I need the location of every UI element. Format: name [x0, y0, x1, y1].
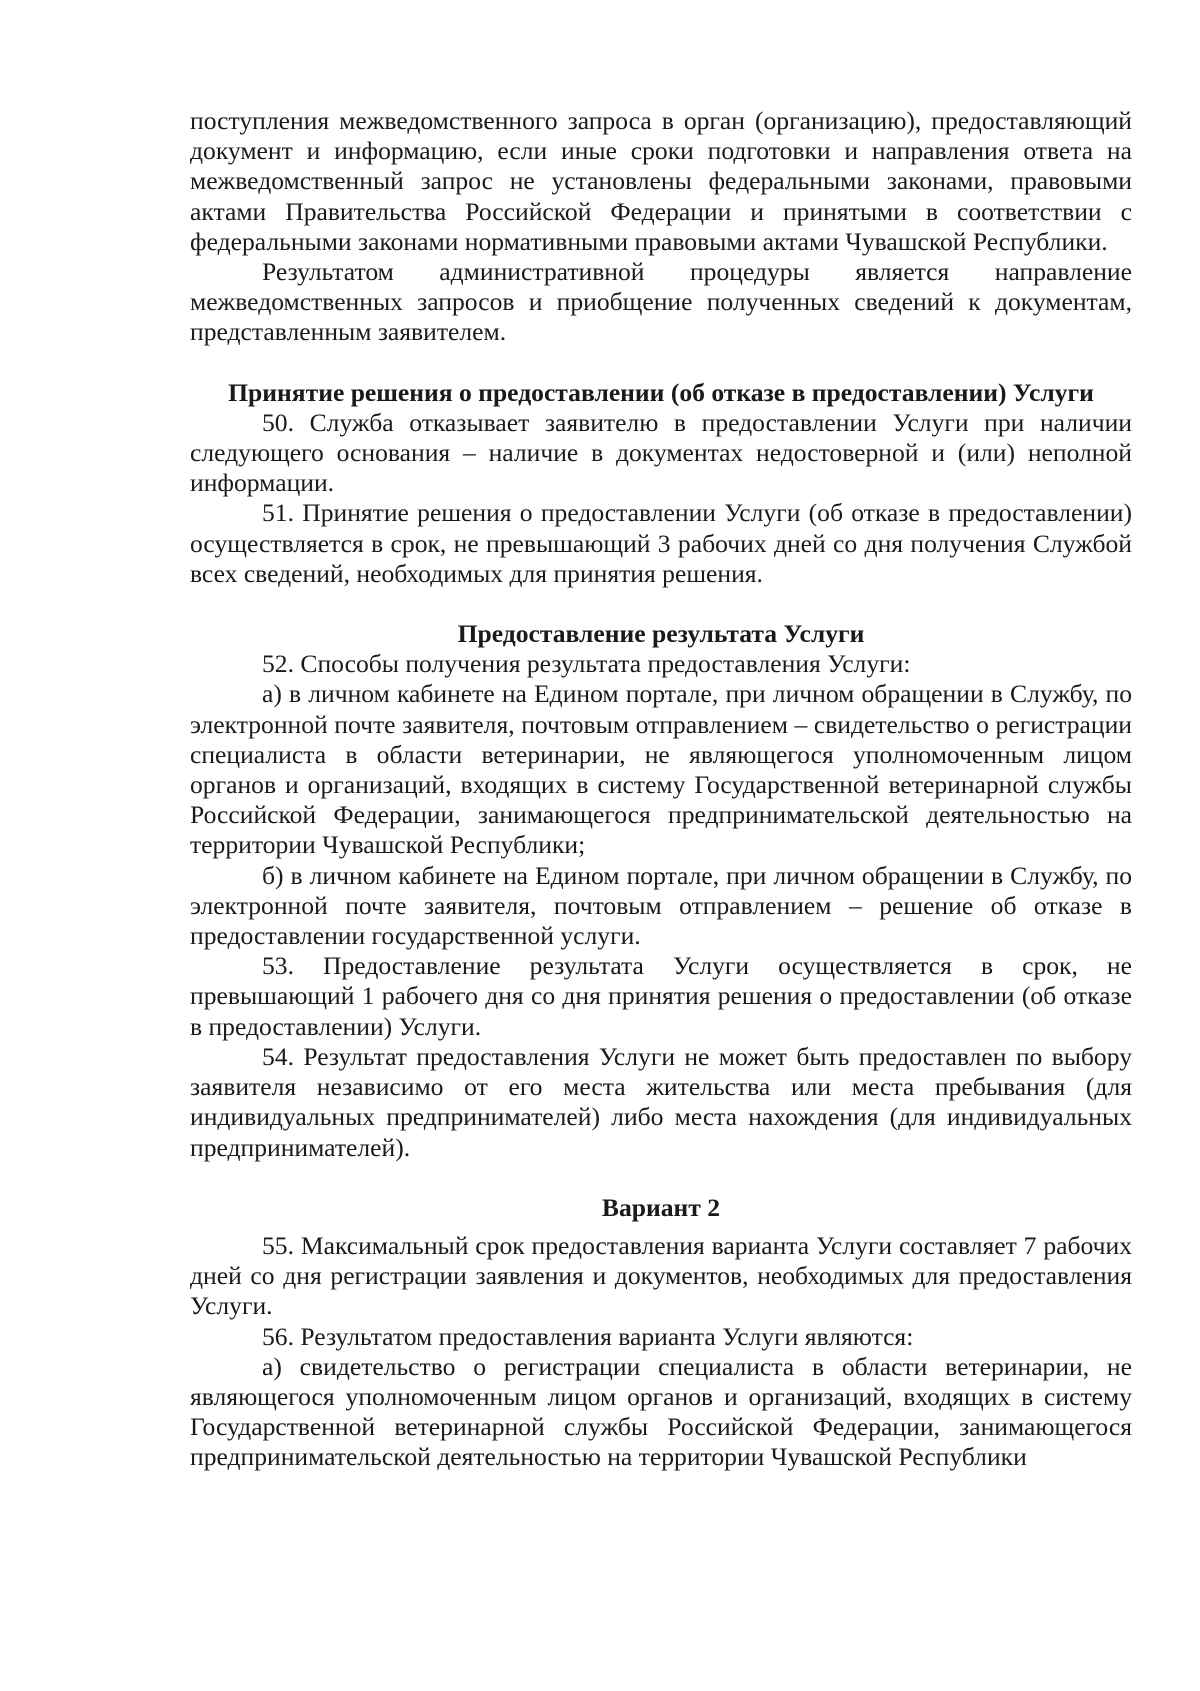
paragraph-continuation: поступления межведомственного запроса в орган (организацию), предоставляющий документ и информацию, если иные сроки подготовки и направления ответа на межведомственный запрос не установлены федеральными законами, правовыми актами Правительства Российской Федерации и принятыми в соответствии с федеральными законами нормативными правовыми актами Чувашской Республики.: [190, 106, 1132, 256]
paragraph-52-b: б) в личном кабинете на Едином портале, при личном обращении в Службу, по электронной почте заявителя, почтовым отправлением – решение об отказе в предоставлении государственной услуги.: [190, 860, 1132, 951]
section-heading-variant-2: Вариант 2: [601, 1192, 721, 1222]
document-page: [190, 106, 1132, 1473]
paragraph-51: 51. Принятие решения о предоставлении Услуги (об отказе в предоставлении) осуществляется в срок, не превышающий 3 рабочих дней со дня получения Службой всех сведений, необходимых для принятия решения.: [190, 498, 1132, 588]
section-heading-decision: Принятие решения о предоставлении (об отказе в предоставлении) Услуги: [228, 377, 1094, 407]
paragraph-54: 54. Результат предоставления Услуги не может быть предоставлен по выбору заявителя независимо от его места жительства или места пребывания (для индивидуальных предпринимателей) либо места нахождения (для индивидуальных предпринимателей).: [190, 1041, 1132, 1162]
paragraph-56: 56. Результатом предоставления варианта Услуги являются:: [262, 1321, 914, 1351]
paragraph-52: 52. Способы получения результата предоставления Услуги:: [262, 649, 911, 679]
paragraph-50: 50. Служба отказывает заявителю в предоставлении Услуги при наличии следующего основания – наличие в документах недостоверной и (или) неполной информации.: [190, 407, 1132, 498]
section-heading-result: Предоставление результата Услуги: [457, 619, 865, 649]
paragraph-result: Результатом административной процедуры является направление межведомственных запросов и приобщение полученных сведений к документам, представленным заявителем.: [190, 257, 1132, 347]
paragraph-52-a: а) в личном кабинете на Едином портале, при личном обращении в Службу, по электронной почте заявителя, почтовым отправлением – свидетельство о регистрации специалиста в области ветеринарии, не являющегося уполномоченным лицом органов и организаций, входящих в систему Государственной ветеринарной службы Российской Федерации, занимающегося предпринимательской деятельностью на территории Чувашской Республики;: [190, 679, 1132, 860]
section-gap: [190, 348, 1132, 378]
paragraph-55: 55. Максимальный срок предоставления варианта Услуги составляет 7 рабочих дней со дня регистрации заявления и документов, необходимых для предоставления Услуги.: [190, 1230, 1132, 1321]
section-gap: [190, 589, 1132, 619]
paragraph-53: 53. Предоставление результата Услуги осуществляется в срок, не превышающий 1 рабочего дня со дня принятия решения о предоставлении (об отказе в предоставлении) Услуги.: [190, 951, 1132, 1041]
heading-gap: [190, 1223, 1132, 1231]
section-gap: [190, 1163, 1132, 1193]
paragraph-56-a: а) свидетельство о регистрации специалиста в области ветеринарии, не являющегося уполномоченным лицом органов и организаций, входящих в систему Государственной ветеринарной службы Российской Федерации, занимающегося предпринимательской деятельностью на территории Чувашской Республики: [190, 1351, 1132, 1472]
